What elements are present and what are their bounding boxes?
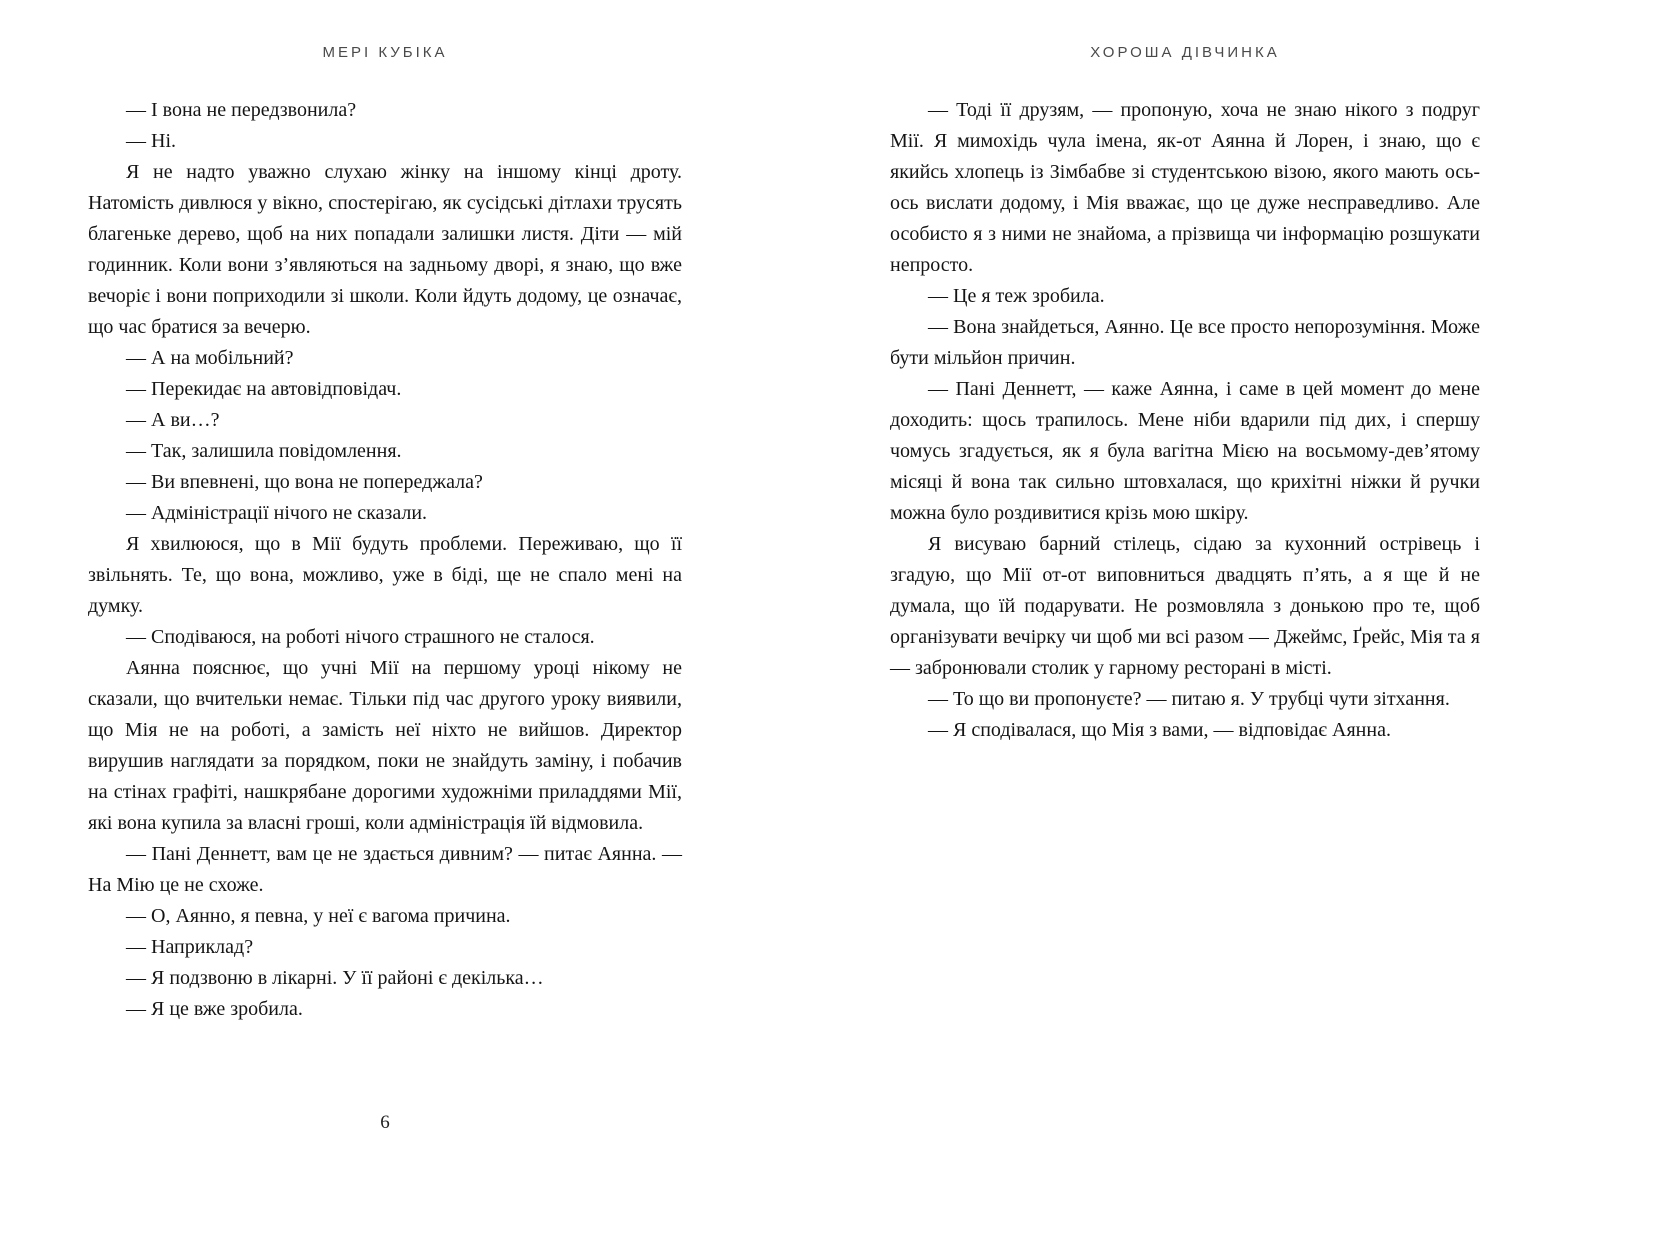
paragraph: Я не надто уважно слухаю жінку на іншому кінці дроту. Натомість дивлюся у вікно, спостерігаю, як сусідські дітлахи трусять благеньке дерево, щоб на них попадали залишки листя. Діти — мій годинник. Коли вони з’являються на задньому дворі, я знаю, що вже вечоріє і вони поприходили зі школи. Коли йдуть додому, це означає, що час братися за вечерю. [88, 161, 682, 338]
paragraph: Аянна пояснює, що учні Мії на першому уроці нікому не сказали, що вчительки немає. Тільки під час другого уроку виявили, що Мія не на роботі, а замість неї ніхто не вийшов. Директор вирушив наглядати за порядком, поки не знайдуть заміну, і побачив на стінах графіті, нашкрябане дорогими художніми приладдями Мії, які вона купила за власні гроші, коли адміністрація їй відмовила. [88, 657, 682, 834]
paragraph: — А на мобільний? [126, 347, 294, 369]
paragraph: — Пані Деннетт, — каже Аянна, і саме в цей момент до мене доходить: щось трапилось. Мене ніби вдарили під дих, і спершу чомусь згадується, як я була вагітна Мією на восьмому-дев’ятому місяці й вона так сильно штовхалася, що крихітні ніжки й ручки можна було роздивитися крізь мою шкіру. [890, 378, 1480, 524]
paragraph: — Я сподівалася, що Мія з вами, — відповідає Аянна. [928, 719, 1391, 741]
left-page [88, 44, 682, 1025]
paragraph: — Я це вже зробила. [126, 998, 303, 1020]
paragraph: — Ви впевнені, що вона не попереджала? [126, 471, 483, 493]
paragraph: — Пані Деннетт, вам це не здається дивним? — питає Аянна. — На Мію це не схоже. [88, 843, 682, 896]
running-header-author: МЕРІ КУБІКА [322, 44, 448, 61]
paragraph: — Адміністрації нічого не сказали. [126, 502, 428, 524]
paragraph: — Перекидає на автовідповідач. [126, 378, 402, 400]
page-number: 6 [380, 1112, 390, 1133]
paragraph: — Я подзвоню в лікарні. У її районі є декілька… [126, 967, 544, 989]
paragraph: — То що ви пропонуєте? — питаю я. У трубці чути зітхання. [928, 688, 1450, 710]
paragraph: — І вона не передзвонила? [126, 99, 357, 121]
paragraph: — Наприклад? [126, 936, 254, 958]
running-header-title: ХОРОША ДІВЧИНКА [1090, 44, 1280, 61]
paragraph: — А ви…? [126, 409, 220, 431]
paragraph: — О, Аянно, я певна, у неї є вагома причина. [126, 905, 511, 927]
paragraph: — Це я теж зробила. [928, 285, 1105, 307]
paragraph: — Сподіваюся, на роботі нічого страшного не сталося. [126, 626, 595, 648]
right-page [890, 44, 1480, 746]
paragraph: — Ні. [126, 130, 176, 152]
paragraph: — Так, залишила повідомлення. [126, 440, 402, 462]
paragraph: — Тоді її друзям, — пропоную, хоча не знаю нікого з подруг Мії. Я мимохідь чула імена, як-от Аянна й Лорен, і знаю, що є якийсь хлопець із Зімбабве зі студентською візою, якого мають ось-ось вислати додому, і Мія вважає, що це дуже несправедливо. Але особисто я з ними не знайома, а прізвища чи інформацію розшукати непросто. [890, 99, 1480, 276]
right-page-text [890, 95, 1480, 746]
paragraph: — Вона знайдеться, Аянно. Це все просто непорозуміння. Може бути мільйон причин. [890, 316, 1480, 369]
paragraph: Я висуваю барний стілець, сідаю за кухонний острівець і згадую, що Мії от-от виповниться двадцять п’ять, а я ще й не думала, що їй подарувати. Не розмовляла з донькою про те, щоб організувати вечірку чи щоб ми всі разом — Джеймс, Ґрейс, Мія та я — забронювали столик у гарному ресторані в місті. [890, 533, 1480, 679]
left-page-text [88, 95, 682, 1025]
paragraph: Я хвилююся, що в Мії будуть проблеми. Переживаю, що її звільнять. Те, що вона, можливо, уже в біді, ще не спало мені на думку. [88, 533, 682, 617]
